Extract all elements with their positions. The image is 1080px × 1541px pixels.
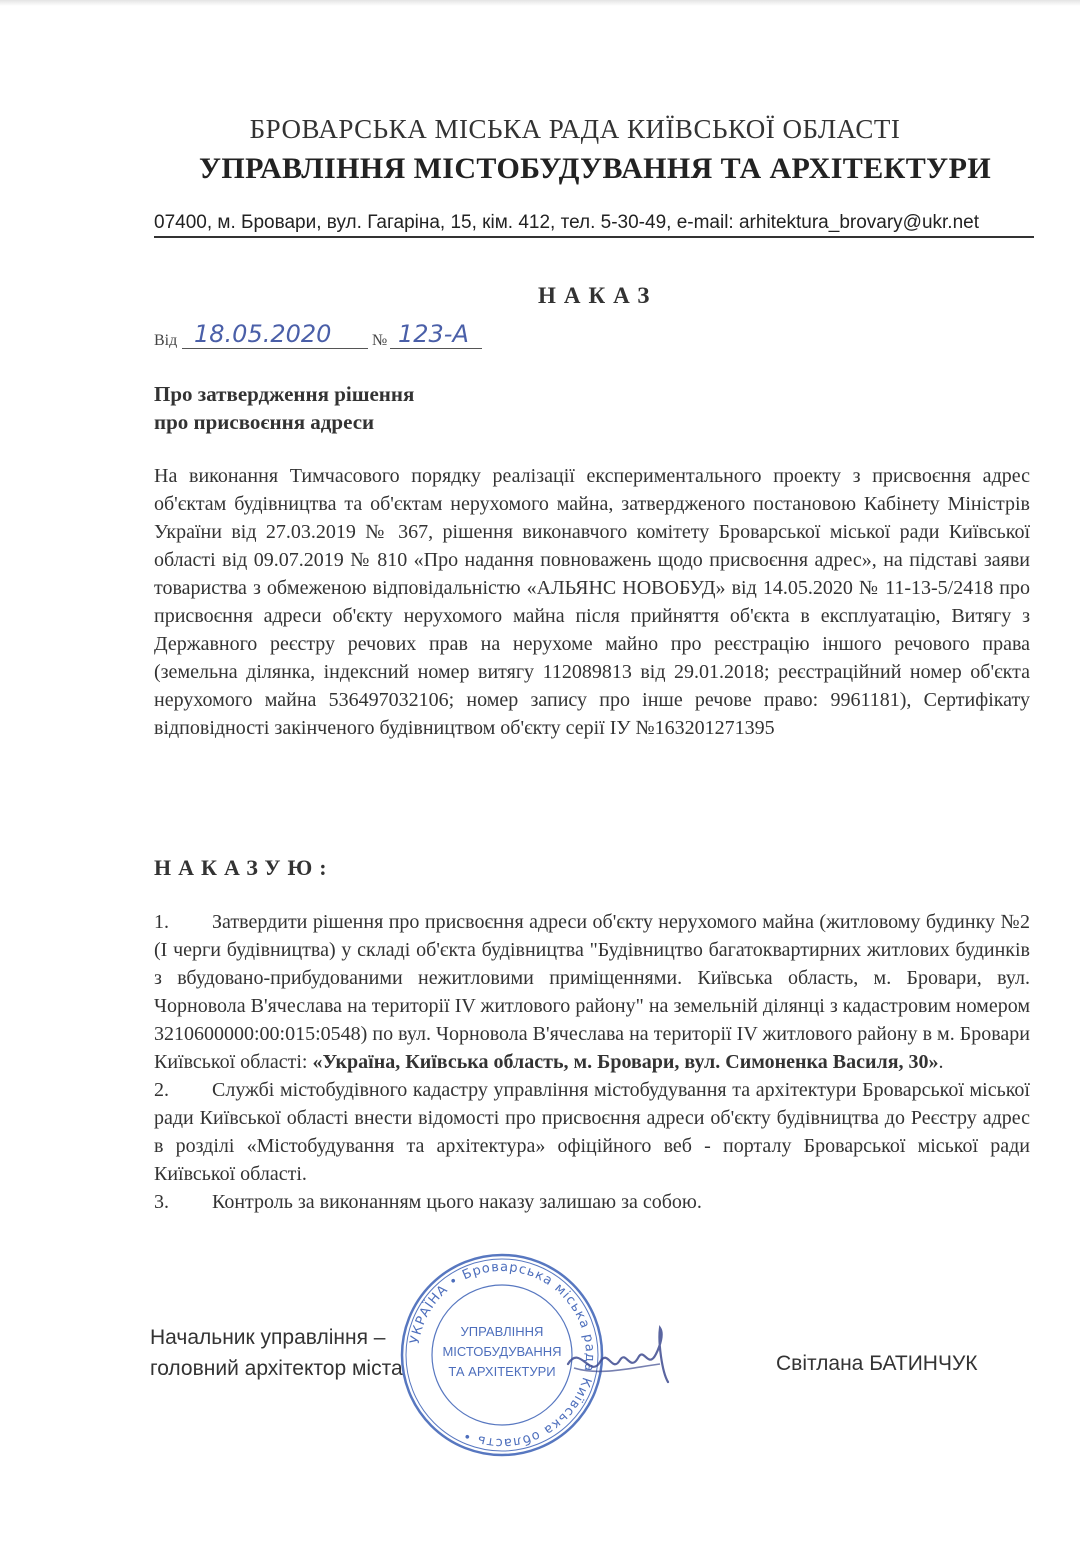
scan-edge — [0, 0, 1080, 6]
signatory-title — [150, 1322, 403, 1384]
number-underline — [390, 348, 482, 349]
item-number: 1. — [154, 911, 169, 933]
date-label: Від — [154, 332, 178, 349]
preamble-paragraph: На виконання Тимчасового порядку реалізації експериментального проекту з присвоєння адрес об'єктам будівництва та об'єктам нерухомого майна, затвердженого постановою Кабінету Міністрів України від 27.03.2019 № 367, рішення виконавчого комітету Броварської міської ради Київської області від 09.07.2019 № 810 «Про надання повноважень щодо присвоєння адрес», на підставі заяви товариства з обмеженою відповідальністю «АЛЬЯНС НОВОБУД» від 14.05.2020 № 11-13-5/2418 про присвоєння адреси об'єкту нерухомого майна після прийняття об'єкта в експлуатацію, Витягу з Державного реєстру речових прав на нерухоме майно про реєстрацію іншого речового права (земельна ділянка, індексний номер витягу 112089813 від 29.01.2018; реєстраційний номер об'єкта нерухомого майна 536497032106; номер запису про інше речове право: 9961181), Сертифікату відповідності закінченого будівництвом об'єкту серії ІУ №163201271395 — [154, 465, 1030, 739]
stamp-center-line-3: ТА АРХІТЕКТУРИ — [448, 1364, 556, 1379]
document-title: НАКАЗ — [538, 283, 658, 308]
item-number: 3. — [154, 1191, 169, 1213]
contacts-line: 07400, м. Бровари, вул. Гагаріна, 15, кім. 412, тел. 5-30-49, e-mail: arhitektura_brovary@ukr.net — [154, 212, 979, 233]
header-divider — [154, 236, 1034, 238]
handwritten-number: 123-А — [398, 320, 469, 348]
stamp-center-line-2: МІСТОБУДУВАННЯ — [442, 1344, 562, 1359]
order-item-3 — [154, 1188, 1030, 1216]
council-name: БРОВАРСЬКА МІСЬКА РАДА КИЇВСЬКОЇ ОБЛАСТІ — [249, 114, 901, 144]
order-item-2 — [154, 1076, 1030, 1188]
order-item-1 — [154, 908, 1030, 1076]
order-items — [154, 908, 1030, 1216]
order-verb: НАКАЗУЮ: — [154, 855, 334, 880]
item-text: Затвердити рішення про присвоєння адреси об'єкту нерухомого майна (житловому будинку №2 (І черги будівництва) у складі об'єкта будівництва "Будівництво багатоквартирних житлових будинків з вбудовано-прибудованими нежитловими приміщеннями. Київська область, м. Бровари, вул. Чорновола В'ячеслава на території IV житлового району" на земельній ділянці з кадастровим номером 3210600000:00:015:0548) по вул. Чорновола В'ячеслава на території IV житлового району в м. Бровари Київської області: — [154, 911, 1030, 1073]
stamp-ring-text: УКРАЇНА • Броварська міська рада Київська область • — [407, 1259, 598, 1451]
item-text: Службі містобудівного кадастру управління містобудування та архітектури Броварської міської ради Київської області внести відомості про присвоєння адреси об'єкту будівництва до Реєстру адрес в розділі «Містобудування та архітектура» офіційного веб - порталу Броварської міської ради Київської області. — [154, 1079, 1030, 1185]
item-tail: . — [938, 1051, 944, 1073]
item-number: 2. — [154, 1079, 169, 1101]
subject-block — [154, 380, 414, 436]
stamp-center-line-1: УПРАВЛІННЯ — [460, 1324, 544, 1339]
subject-line-2: про присвоєння адреси — [154, 410, 375, 434]
date-underline — [182, 348, 368, 349]
assigned-address: «Україна, Київська область, м. Бровари, вул. Симоненка Василя, 30» — [312, 1051, 939, 1073]
signatory-name: Світлана БАТИНЧУК — [776, 1352, 978, 1375]
signatory-title-line-1: Начальник управління – — [150, 1326, 386, 1349]
signatory-title-line-2: головний архітектор міста — [150, 1357, 403, 1380]
handwritten-date: 18.05.2020 — [194, 320, 332, 348]
department-name: УПРАВЛІННЯ МІСТОБУДУВАННЯ ТА АРХІТЕКТУРИ — [198, 152, 992, 185]
item-text: Контроль за виконанням цього наказу залишаю за собою. — [212, 1191, 702, 1213]
handwritten-signature — [560, 1324, 676, 1394]
subject-line-1: Про затвердження рішення — [154, 382, 415, 406]
number-label: № — [372, 332, 388, 349]
